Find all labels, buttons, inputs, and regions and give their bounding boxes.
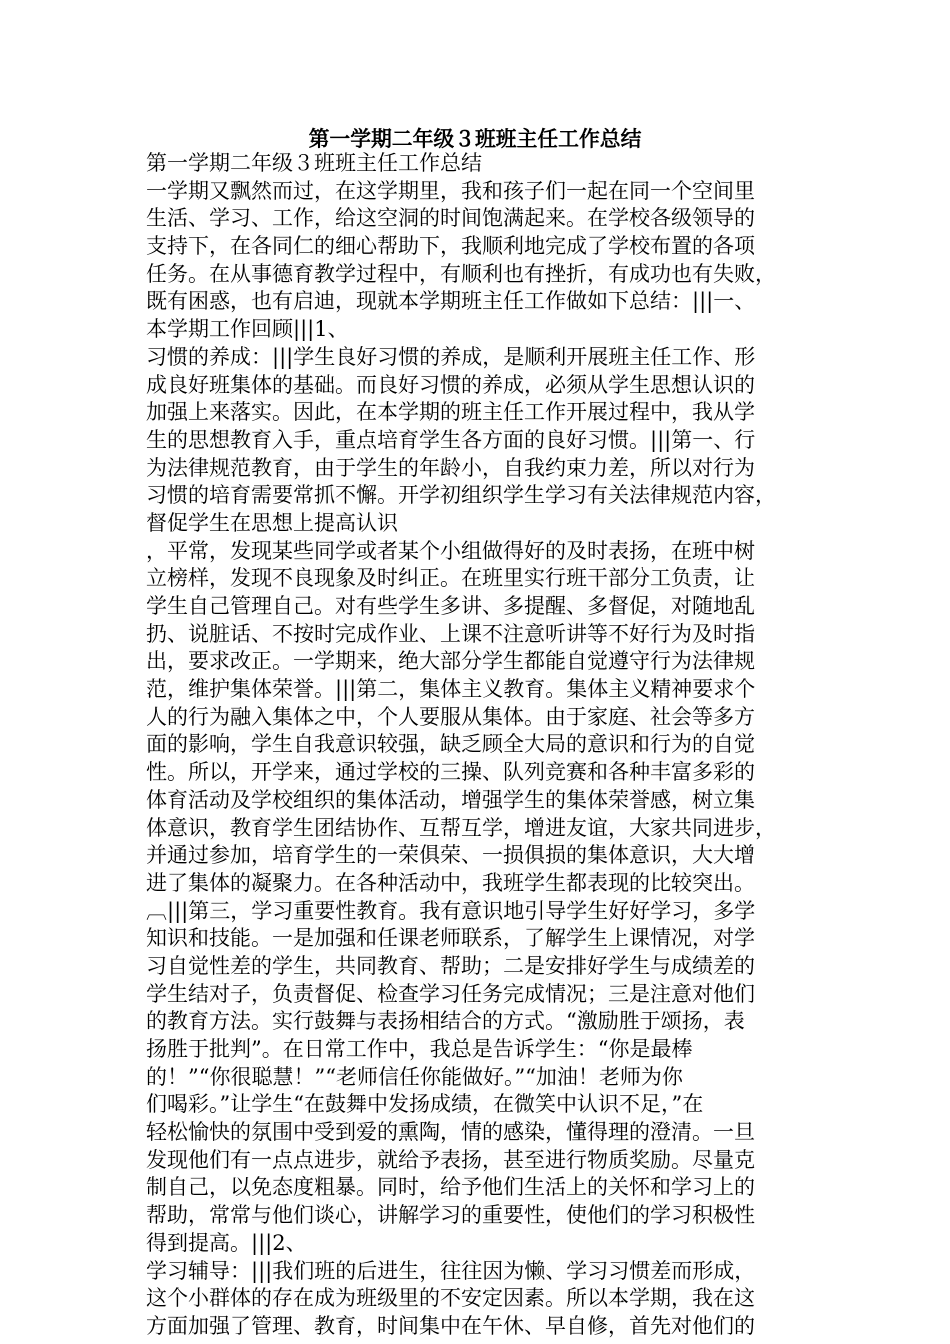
text-line: 这个小群体的存在成为班级里的不安定因素。所以本学期，我在这	[146, 1286, 755, 1311]
text-line: 体意识，教育学生团结协作、互帮互学，增进友谊，大家共同进步，	[146, 815, 776, 840]
text-line: 出，要求改正。一学期来，绝大部分学生都能自觉遵守行为法律规	[146, 649, 755, 674]
text-line: 进了集体的凝聚力。在各种活动中，我班学生都表现的比较突出。	[146, 870, 755, 895]
text-line: 立榜样，发现不良现象及时纠正。在班里实行班干部分工负责，让	[146, 566, 755, 591]
text-line: 方面加强了管理、教育，时间集中在午休、早自修，首先对他们的	[146, 1313, 755, 1338]
document-body	[146, 150, 806, 1341]
text-line: 第一学期二年级３班班主任工作总结	[146, 151, 482, 175]
text-line: 人的行为融入集体之中，个人要服从集体。由于家庭、社会等多方	[146, 704, 755, 729]
text-line: 扔、说脏话、不按时完成作业、上课不注意听讲等不好行为及时指	[146, 621, 755, 646]
text-line: 既有困惑，也有启迪，现就本学期班主任工作做如下总结：|||一、	[146, 289, 756, 314]
text-line: 轻松愉快的氛围中受到爱的熏陶，情的感染，懂得理的澄清。一旦	[146, 1120, 755, 1145]
text-line: 成良好班集体的基础。而良好习惯的养成，必须从学生思想认识的	[146, 372, 755, 397]
text-line: 的教育方法。实行鼓舞与表扬相结合的方式。“激励胜于颂扬，表	[146, 1009, 745, 1034]
text-line: 支持下，在各同仁的细心帮助下，我顺利地完成了学校布置的各项	[146, 234, 755, 259]
text-line: 帮助，常常与他们谈心，讲解学习的重要性，使他们的学习积极性	[146, 1203, 755, 1228]
text-line: 范，维护集体荣誉。|||第二，集体主义教育。集体主义精神要求个	[146, 677, 756, 702]
text-line: 学生自己管理自己。对有些学生多讲、多提醒、多督促，对随地乱	[146, 594, 755, 618]
text-line: 学习辅导：|||我们班的后进生，往往因为懒、学习习惯差而形成，	[146, 1258, 756, 1283]
text-line: 为法律规范教育，由于学生的年龄小，自我约束力差，所以对行为	[146, 455, 755, 480]
text-line: 生的思想教育入手，重点培育学生各方面的良好习惯。|||第一、行	[146, 427, 756, 452]
text-line: 督促学生在思想上提高认识	[146, 510, 398, 535]
text-line: 习惯的培育需要常抓不懈。开学初组织学生学习有关法律规范内容，	[146, 483, 776, 508]
text-line: 们喝彩。”让学生“在鼓舞中发扬成绩，在微笑中认识不足，”在	[146, 1092, 704, 1117]
text-line: 体育活动及学校组织的集体活动，增强学生的集体荣誉感，树立集	[146, 787, 755, 812]
text-line: 得到提高。|||2、	[146, 1230, 307, 1255]
text-line: 制自己，以免态度粗暴。同时，给予他们生活上的关怀和学习上的	[146, 1175, 755, 1200]
text-line: 加强上来落实。因此，在本学期的班主任工作开展过程中，我从学	[146, 400, 755, 425]
text-line: 一学期又飘然而过，在这学期里，我和孩子们一起在同一个空间里	[146, 178, 755, 203]
document-title: 第一学期二年级３班班主任工作总结	[308, 127, 642, 151]
text-line: 习惯的养成：|||学生良好习惯的养成，是顺利开展班主任工作、形	[146, 344, 756, 369]
text-line: 知识和技能。一是加强和任课老师联系，了解学生上课情况，对学	[146, 926, 755, 951]
text-line: 生活、学习、工作，给这空洞的时间饱满起来。在学校各级领导的	[146, 206, 755, 231]
text-line: 学生结对子，负责督促、检查学习任务完成情况；三是注意对他们	[146, 981, 755, 1006]
text-line: ，平常，发现某些同学或者某个小组做得好的及时表扬，在班中树	[146, 538, 755, 563]
text-line: 发现他们有一点点进步，就给予表扬，甚至进行物质奖励。尽量克	[146, 1147, 755, 1172]
text-line: 性。所以，开学来，通过学校的三操、队列竞赛和各种丰富多彩的	[146, 760, 755, 785]
text-line: 扬胜于批判”。在日常工作中，我总是告诉学生：“你是最棒	[146, 1037, 693, 1061]
text-line: 任务。在从事德育教学过程中，有顺利也有挫折，有成功也有失败，	[146, 261, 776, 286]
text-line: 的！”“你很聪慧！”“老师信任你能做好。”“加油！老师为你	[146, 1064, 683, 1089]
text-line: ︹|||第三，学习重要性教育。我有意识地引导学生好好学习，多学	[146, 898, 756, 923]
text-line: 本学期工作回顾|||1、	[146, 317, 349, 342]
text-line: 并通过参加，培育学生的一荣俱荣、一损俱损的集体意识，大大增	[146, 843, 755, 868]
text-line: 面的影响，学生自我意识较强，缺乏顾全大局的意识和行为的自觉	[146, 732, 755, 757]
text-line: 习自觉性差的学生，共同教育、帮助；二是安排好学生与成绩差的	[146, 953, 755, 978]
